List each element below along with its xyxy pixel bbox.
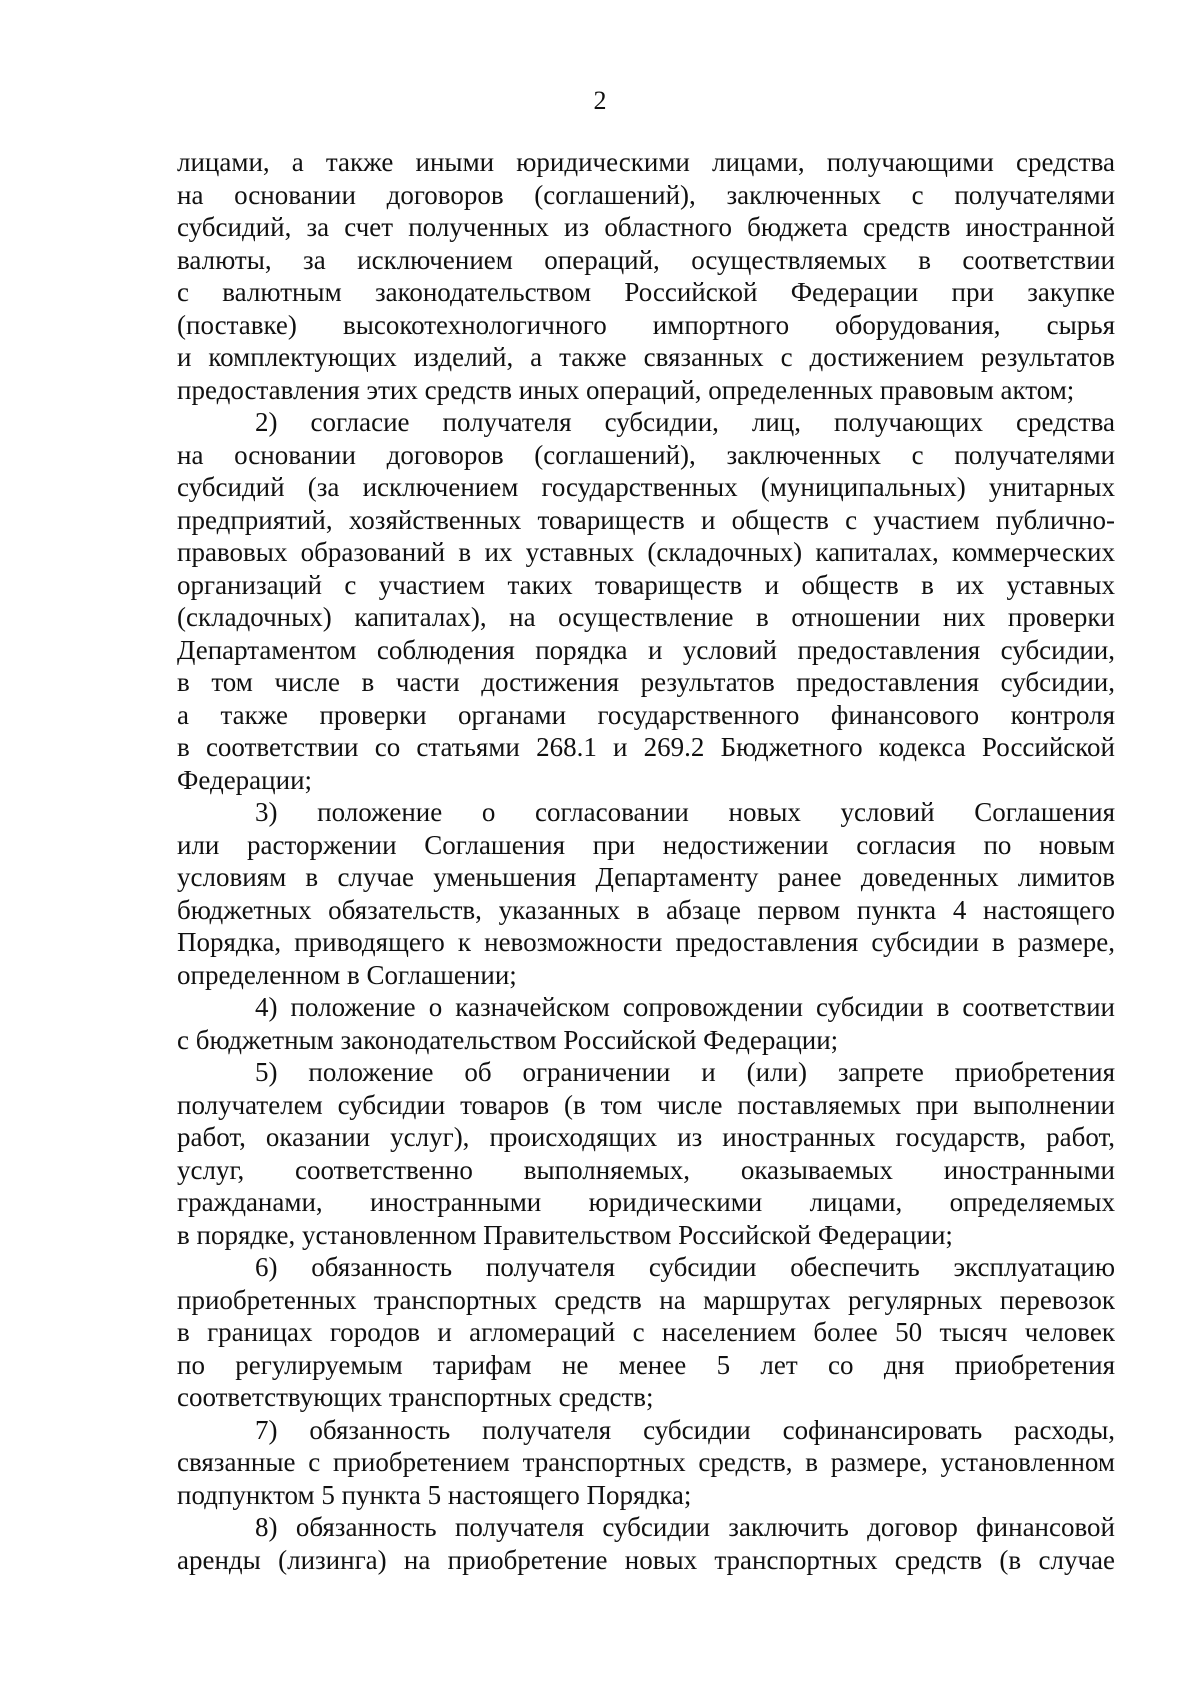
text-line: правовых образований в их уставных (складочных) капиталах, коммерческих xyxy=(177,537,1115,567)
document-body xyxy=(177,146,1115,1576)
text-line: на основании договоров (соглашений), заключенных с получателями xyxy=(177,439,1115,470)
text-line: а также проверки органами государственного финансового контроля xyxy=(177,699,1115,730)
text-line: в соответствии со статьями 268.1 и 269.2 Бюджетного кодекса Российской xyxy=(177,732,1115,762)
text-line: 7) обязанность получателя субсидии софинансировать расходы, xyxy=(255,1414,1115,1445)
text-line: 6) обязанность получателя субсидии обеспечить эксплуатацию xyxy=(255,1252,1115,1282)
text-line: предприятий, хозяйственных товариществ и обществ с участием публично- xyxy=(177,504,1115,535)
text-line: Департаментом соблюдения порядка и условий предоставления субсидии, xyxy=(177,634,1115,665)
text-line: бюджетных обязательств, указанных в абзаце первом пункта 4 настоящего xyxy=(177,894,1115,925)
text-line: в границах городов и агломераций с населением более 50 тысяч человек xyxy=(177,1317,1115,1347)
text-line: валюты, за исключением операций, осуществляемых в соответствии xyxy=(177,244,1115,275)
text-line: лицами, а также иными юридическими лицами, получающими средства xyxy=(177,147,1115,177)
text-line: соответствующих транспортных средств; xyxy=(177,1382,654,1412)
text-line: 2) согласие получателя субсидии, лиц, получающих средства xyxy=(255,407,1115,437)
paragraph-p3 xyxy=(177,991,1115,1056)
text-line: аренды (лизинга) на приобретение новых транспортных средств (в случае xyxy=(177,1544,1115,1575)
paragraph-p6 xyxy=(177,1414,1115,1512)
text-line: 8) обязанность получателя субсидии заключить договор финансовой xyxy=(255,1512,1115,1542)
paragraph-p0 xyxy=(177,146,1115,406)
paragraph-p5 xyxy=(177,1251,1115,1414)
text-line: подпунктом 5 пункта 5 настоящего Порядка; xyxy=(177,1479,692,1510)
text-line: субсидий (за исключением государственных (муниципальных) унитарных xyxy=(177,472,1115,502)
text-line: субсидий, за счет полученных из областного бюджета средств иностранной xyxy=(177,212,1115,242)
text-line: определенном в Соглашении; xyxy=(177,959,517,990)
text-line: 4) положение о казначейском сопровождении субсидии в соответствии xyxy=(255,992,1115,1022)
text-line: 5) положение об ограничении и (или) запрете приобретения xyxy=(255,1057,1115,1087)
text-line: (складочных) капиталах), на осуществление в отношении них проверки xyxy=(177,602,1115,632)
text-line: с валютным законодательством Российской Федерации при закупке xyxy=(177,277,1115,307)
text-line: Порядка, приводящего к невозможности предоставления субсидии в размере, xyxy=(177,927,1115,957)
text-line: и комплектующих изделий, а также связанных с достижением результатов xyxy=(177,342,1115,372)
text-line: Федерации; xyxy=(177,764,313,795)
paragraph-p7 xyxy=(177,1511,1115,1576)
text-line: 3) положение о согласовании новых условий Соглашения xyxy=(255,797,1115,827)
paragraph-p4 xyxy=(177,1056,1115,1251)
text-line: (поставке) высокотехнологичного импортного оборудования, сырья xyxy=(177,309,1115,340)
paragraph-p2 xyxy=(177,796,1115,991)
text-line: условиям в случае уменьшения Департаменту ранее доведенных лимитов xyxy=(177,862,1115,892)
text-line: в том числе в части достижения результатов предоставления субсидии, xyxy=(177,667,1115,697)
text-line: связанные с приобретением транспортных средств, в размере, установленном xyxy=(177,1447,1115,1477)
text-line: по регулируемым тарифам не менее 5 лет со дня приобретения xyxy=(177,1349,1115,1380)
paragraph-p1 xyxy=(177,406,1115,796)
text-line: с бюджетным законодательством Российской Федерации; xyxy=(177,1024,839,1055)
text-line: гражданами, иностранными юридическими лицами, определяемых xyxy=(177,1187,1115,1217)
page-number: 2 xyxy=(593,86,607,115)
text-line: предоставления этих средств иных операций, определенных правовым актом; xyxy=(177,374,1075,405)
text-line: в порядке, установленном Правительством Российской Федерации; xyxy=(177,1219,953,1250)
text-line: услуг, соответственно выполняемых, оказываемых иностранными xyxy=(177,1154,1115,1185)
text-line: на основании договоров (соглашений), заключенных с получателями xyxy=(177,179,1115,210)
text-line: работ, оказании услуг), происходящих из иностранных государств, работ, xyxy=(177,1122,1115,1152)
text-line: получателем субсидии товаров (в том числе поставляемых при выполнении xyxy=(177,1089,1115,1120)
text-line: приобретенных транспортных средств на маршрутах регулярных перевозок xyxy=(177,1284,1115,1315)
text-line: организаций с участием таких товариществ и обществ в их уставных xyxy=(177,569,1115,600)
text-line: или расторжении Соглашения при недостижении согласия по новым xyxy=(177,829,1115,860)
